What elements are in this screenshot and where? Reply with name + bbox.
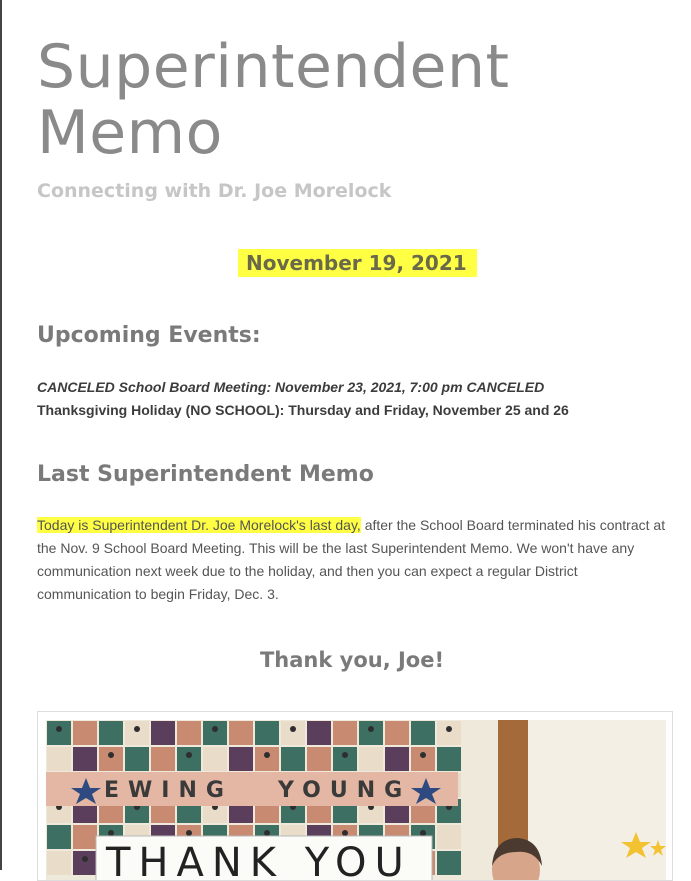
mosaic-tile bbox=[359, 747, 383, 771]
mosaic-tile bbox=[229, 747, 253, 771]
mosaic-tile bbox=[411, 721, 435, 745]
title-line-2: Memo bbox=[37, 98, 223, 168]
mosaic-tile bbox=[47, 721, 71, 745]
mosaic-tile bbox=[177, 747, 201, 771]
left-border bbox=[0, 0, 2, 870]
memo-date-text: November 19, 2021 bbox=[238, 249, 477, 277]
mosaic-tile bbox=[437, 721, 461, 745]
thank-you-photo bbox=[46, 720, 666, 880]
mosaic-tile bbox=[177, 721, 201, 745]
tile-figure bbox=[368, 726, 374, 732]
page-subtitle: Connecting with Dr. Joe Morelock bbox=[37, 180, 392, 202]
tile-figure bbox=[446, 726, 452, 732]
mosaic-tile bbox=[359, 721, 383, 745]
wall-text-ewing: EWING bbox=[104, 778, 233, 803]
mosaic-tile bbox=[281, 747, 305, 771]
tile-figure bbox=[82, 856, 88, 862]
tile-figure bbox=[108, 830, 114, 836]
mosaic-tile bbox=[281, 721, 305, 745]
wall-text-young: YOUNG bbox=[278, 778, 412, 803]
mosaic-tile bbox=[99, 747, 123, 771]
last-memo-paragraph bbox=[37, 514, 673, 606]
tile-figure bbox=[290, 726, 296, 732]
mosaic-tile bbox=[125, 747, 149, 771]
mosaic-tile bbox=[333, 721, 357, 745]
mosaic-tile bbox=[125, 721, 149, 745]
last-memo-heading: Last Superintendent Memo bbox=[37, 462, 374, 487]
tile-figure bbox=[342, 752, 348, 758]
mosaic-tile bbox=[151, 747, 175, 771]
mosaic-tile bbox=[47, 851, 71, 875]
upcoming-events-heading: Upcoming Events: bbox=[37, 323, 261, 348]
mosaic-tile bbox=[437, 825, 461, 849]
highlighted-text: Today is Superintendent Dr. Joe Morelock's last day, bbox=[37, 517, 361, 533]
thank-you-heading: Thank you, Joe! bbox=[259, 648, 445, 672]
mosaic-tile bbox=[73, 747, 97, 771]
mosaic-tile bbox=[385, 747, 409, 771]
title-line-1: Superintendent bbox=[37, 32, 510, 102]
tile-figure bbox=[134, 726, 140, 732]
mosaic-tile bbox=[333, 747, 357, 771]
event-item-canceled-meeting: CANCELED School Board Meeting: November 23, 2021, 7:00 pm CANCELED bbox=[37, 379, 545, 395]
mosaic-tile bbox=[385, 721, 409, 745]
mosaic-tile bbox=[255, 721, 279, 745]
tile-figure bbox=[212, 726, 218, 732]
mosaic-tile bbox=[437, 747, 461, 771]
event-item-thanksgiving: Thanksgiving Holiday (NO SCHOOL): Thursday and Friday, November 25 and 26 bbox=[37, 402, 569, 418]
mosaic-tile bbox=[203, 721, 227, 745]
tile-figure bbox=[56, 726, 62, 732]
mosaic-tile bbox=[255, 747, 279, 771]
mosaic-tile bbox=[203, 747, 227, 771]
mosaic-tile bbox=[437, 851, 461, 875]
mosaic-tile bbox=[229, 721, 253, 745]
tile-figure bbox=[342, 830, 348, 836]
tile-figure bbox=[186, 752, 192, 758]
mosaic-tile bbox=[47, 825, 71, 849]
page-title bbox=[37, 34, 510, 166]
mosaic-tile bbox=[307, 747, 331, 771]
tile-figure bbox=[264, 830, 270, 836]
tile-figure bbox=[264, 752, 270, 758]
mosaic-tile bbox=[73, 851, 97, 875]
photo-illustration bbox=[46, 720, 666, 880]
mosaic-tile bbox=[411, 747, 435, 771]
mosaic-tile bbox=[47, 747, 71, 771]
mosaic-tile bbox=[73, 825, 97, 849]
mosaic-tile bbox=[151, 721, 175, 745]
photo-frame bbox=[37, 711, 673, 881]
mosaic-tile bbox=[307, 721, 331, 745]
right-wall bbox=[528, 720, 666, 880]
tile-figure bbox=[420, 752, 426, 758]
memo-date bbox=[238, 251, 477, 275]
tile-figure bbox=[420, 830, 426, 836]
tile-figure bbox=[108, 752, 114, 758]
mosaic-tile bbox=[73, 721, 97, 745]
tile-figure bbox=[186, 830, 192, 836]
paragraph-body: after the School Board terminated his contract at the Nov. 9 School Board Meeting. This will be the last Superintendent Memo. We won't have any communication next week due to the holiday, and then you can expect a regular District communication to begin Friday, Dec. 3. bbox=[37, 517, 666, 602]
sign-text: THANK YOU bbox=[106, 840, 412, 880]
mosaic-tile bbox=[99, 721, 123, 745]
